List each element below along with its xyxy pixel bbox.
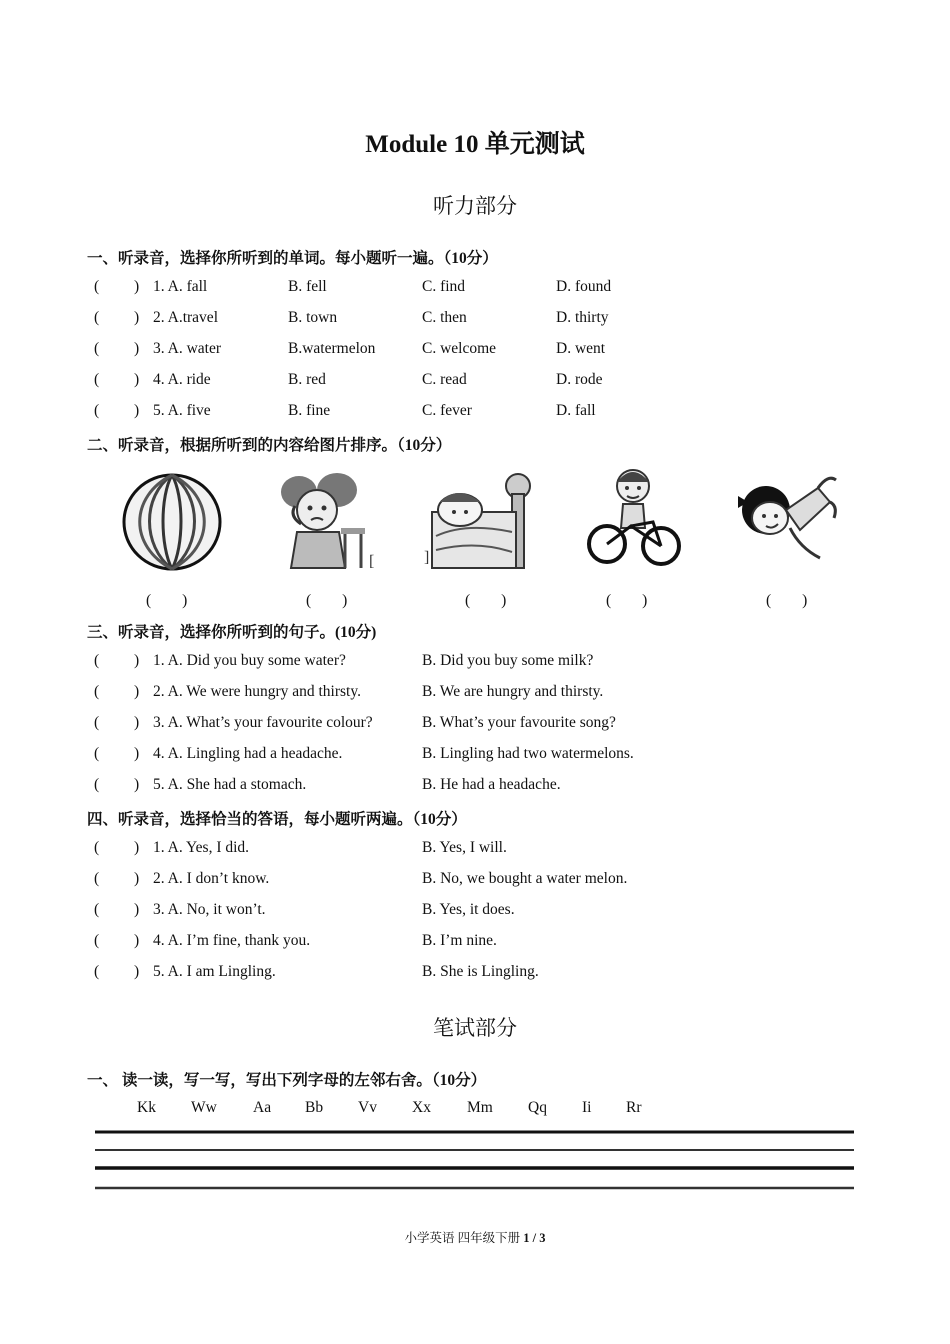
answer-paren-open: ( xyxy=(94,371,100,388)
letter-item: Ww xyxy=(191,1099,217,1116)
answer-paren-close: ) xyxy=(134,870,140,887)
sick-in-bed-picture xyxy=(426,466,536,571)
question-row xyxy=(94,402,894,424)
option-b: B.watermelon xyxy=(288,340,376,357)
answer-paren-close: ) xyxy=(134,963,140,980)
answer-paren-open: ( xyxy=(94,839,100,856)
question-row xyxy=(94,870,894,892)
answer-paren-open: ( xyxy=(94,309,100,326)
letter-item: Qq xyxy=(528,1099,547,1116)
option-b: B. Yes, it does. xyxy=(422,901,515,918)
listening-part-heading: 听力部分 xyxy=(433,194,517,218)
answer-paren-close: ) xyxy=(134,652,140,669)
answer-paren-close: ) xyxy=(134,714,140,731)
answer-paren-open: ( xyxy=(94,402,100,419)
picture-answer-bracket: ( ) xyxy=(306,592,348,609)
option-d: D. fall xyxy=(556,402,596,419)
section-2-heading: 二、听录音，根据所听到的内容给图片排序。（10分） xyxy=(87,437,452,454)
answer-paren-close: ) xyxy=(134,278,140,295)
answer-paren-close: ) xyxy=(134,901,140,918)
letter-item: Aa xyxy=(253,1099,272,1116)
answer-paren-open: ( xyxy=(94,963,100,980)
option-b: B. I’m nine. xyxy=(422,932,497,949)
section-1-heading: 一、听录音，选择你所听到的单词。每小题听一遍。（10分） xyxy=(87,250,498,267)
answer-paren-close: ) xyxy=(134,745,140,762)
picture-answer-bracket: ( ) xyxy=(465,592,507,609)
svg-text:]: ] xyxy=(424,549,430,566)
answer-paren-close: ) xyxy=(134,340,140,357)
picture-answer-bracket: ( ) xyxy=(606,592,648,609)
option-a: 4. A. I’m fine, thank you. xyxy=(153,932,311,949)
question-row xyxy=(94,371,894,393)
option-a: 5. A. five xyxy=(153,402,211,419)
footer-separator: / xyxy=(529,1231,540,1245)
question-row xyxy=(94,309,894,331)
option-b: B. He had a headache. xyxy=(422,776,561,793)
option-a: 3. A. No, it won’t. xyxy=(153,901,266,918)
page-title: Module 10 单元测试 xyxy=(365,131,585,158)
answer-paren-open: ( xyxy=(94,901,100,918)
option-c: C. welcome xyxy=(422,340,497,357)
section-4-heading: 四、听录音，选择恰当的答语，每小题听两遍。（10分） xyxy=(87,811,467,828)
question-row xyxy=(94,714,894,736)
picture-answer-bracket: ( ) xyxy=(766,592,808,609)
answer-paren-open: ( xyxy=(94,870,100,887)
watermelon-picture xyxy=(118,466,228,571)
option-a: 2. A. I don’t know. xyxy=(153,870,270,887)
option-b: B. fell xyxy=(288,278,327,295)
answer-paren-close: ) xyxy=(134,309,140,326)
answer-paren-open: ( xyxy=(94,683,100,700)
option-b: B. We are hungry and thirsty. xyxy=(422,683,604,700)
option-b: B. She is Lingling. xyxy=(422,963,539,980)
letter-item: Xx xyxy=(412,1099,431,1116)
question-row xyxy=(94,901,894,923)
option-b: B. What’s your favourite song? xyxy=(422,714,616,731)
option-b: B. No, we bought a water melon. xyxy=(422,870,628,887)
letter-item: Mm xyxy=(467,1099,493,1116)
option-b: B. Yes, I will. xyxy=(422,839,507,856)
option-a: 1. A. Yes, I did. xyxy=(153,839,250,856)
option-a: 2. A.travel xyxy=(153,309,218,326)
page-footer xyxy=(0,1228,950,1246)
option-c: C. then xyxy=(422,309,467,326)
headache-girl-picture xyxy=(273,466,383,571)
question-row xyxy=(94,776,894,798)
answer-paren-close: ) xyxy=(134,776,140,793)
option-a: 2. A. We were hungry and thirsty. xyxy=(153,683,361,700)
answer-paren-open: ( xyxy=(94,714,100,731)
footer-page-total: 3 xyxy=(539,1231,546,1245)
question-row xyxy=(94,963,894,985)
option-c: C. read xyxy=(422,371,467,388)
answer-paren-open: ( xyxy=(94,652,100,669)
svg-text:[: [ xyxy=(369,553,375,570)
option-d: D. went xyxy=(556,340,606,357)
question-row xyxy=(94,745,894,767)
section-3-heading: 三、听录音，选择你所听到的句子。(10分) xyxy=(87,624,377,641)
question-row xyxy=(94,278,894,300)
answer-paren-open: ( xyxy=(94,932,100,949)
option-a: 4. A. Lingling had a headache. xyxy=(153,745,343,762)
question-row xyxy=(94,683,894,705)
option-b: B. red xyxy=(288,371,326,388)
answer-paren-open: ( xyxy=(94,745,100,762)
option-a: 3. A. water xyxy=(153,340,222,357)
footer-page-number: 1 xyxy=(523,1231,530,1245)
bicycle-boy-picture xyxy=(583,466,693,571)
option-a: 1. A. Did you buy some water? xyxy=(153,652,346,669)
answer-paren-open: ( xyxy=(94,340,100,357)
letter-item: Ii xyxy=(582,1099,592,1116)
answer-paren-open: ( xyxy=(94,278,100,295)
written-part-heading: 笔试部分 xyxy=(433,1016,517,1040)
picture-order-answers xyxy=(0,588,950,610)
answer-paren-close: ) xyxy=(134,839,140,856)
letter-item: Rr xyxy=(626,1099,642,1116)
section-5-heading: 一、 读一读，写一写，写出下列字母的左邻右舍。（10分） xyxy=(87,1072,487,1089)
answer-paren-close: ) xyxy=(134,932,140,949)
option-d: D. rode xyxy=(556,371,603,388)
option-d: D. thirty xyxy=(556,309,609,326)
option-a: 1. A. fall xyxy=(153,278,208,295)
option-c: C. fever xyxy=(422,402,472,419)
question-row xyxy=(94,932,894,954)
footer-text: 小学英语 四年级下册 xyxy=(404,1231,524,1245)
option-b: B. fine xyxy=(288,402,331,419)
answer-paren-close: ) xyxy=(134,371,140,388)
writing-lines xyxy=(95,1128,854,1194)
option-d: D. found xyxy=(556,278,612,295)
option-b: B. town xyxy=(288,309,338,326)
option-a: 5. A. I am Lingling. xyxy=(153,963,276,980)
answer-paren-close: ) xyxy=(134,402,140,419)
answer-paren-close: ) xyxy=(134,683,140,700)
option-c: C. find xyxy=(422,278,466,295)
letter-list xyxy=(0,1099,950,1121)
picture-strip xyxy=(0,466,950,576)
option-b: B. Did you buy some milk? xyxy=(422,652,594,669)
question-row xyxy=(94,340,894,362)
option-a: 5. A. She had a stomach. xyxy=(153,776,307,793)
option-a: 4. A. ride xyxy=(153,371,211,388)
answer-paren-open: ( xyxy=(94,776,100,793)
letter-item: Vv xyxy=(358,1099,377,1116)
question-row xyxy=(94,839,894,861)
falling-girl-picture xyxy=(730,466,840,571)
option-a: 3. A. What’s your favourite colour? xyxy=(153,714,373,731)
question-row xyxy=(94,652,894,674)
picture-answer-bracket: ( ) xyxy=(146,592,188,609)
option-b: B. Lingling had two watermelons. xyxy=(422,745,634,762)
letter-item: Bb xyxy=(305,1099,324,1116)
letter-item: Kk xyxy=(137,1099,156,1116)
